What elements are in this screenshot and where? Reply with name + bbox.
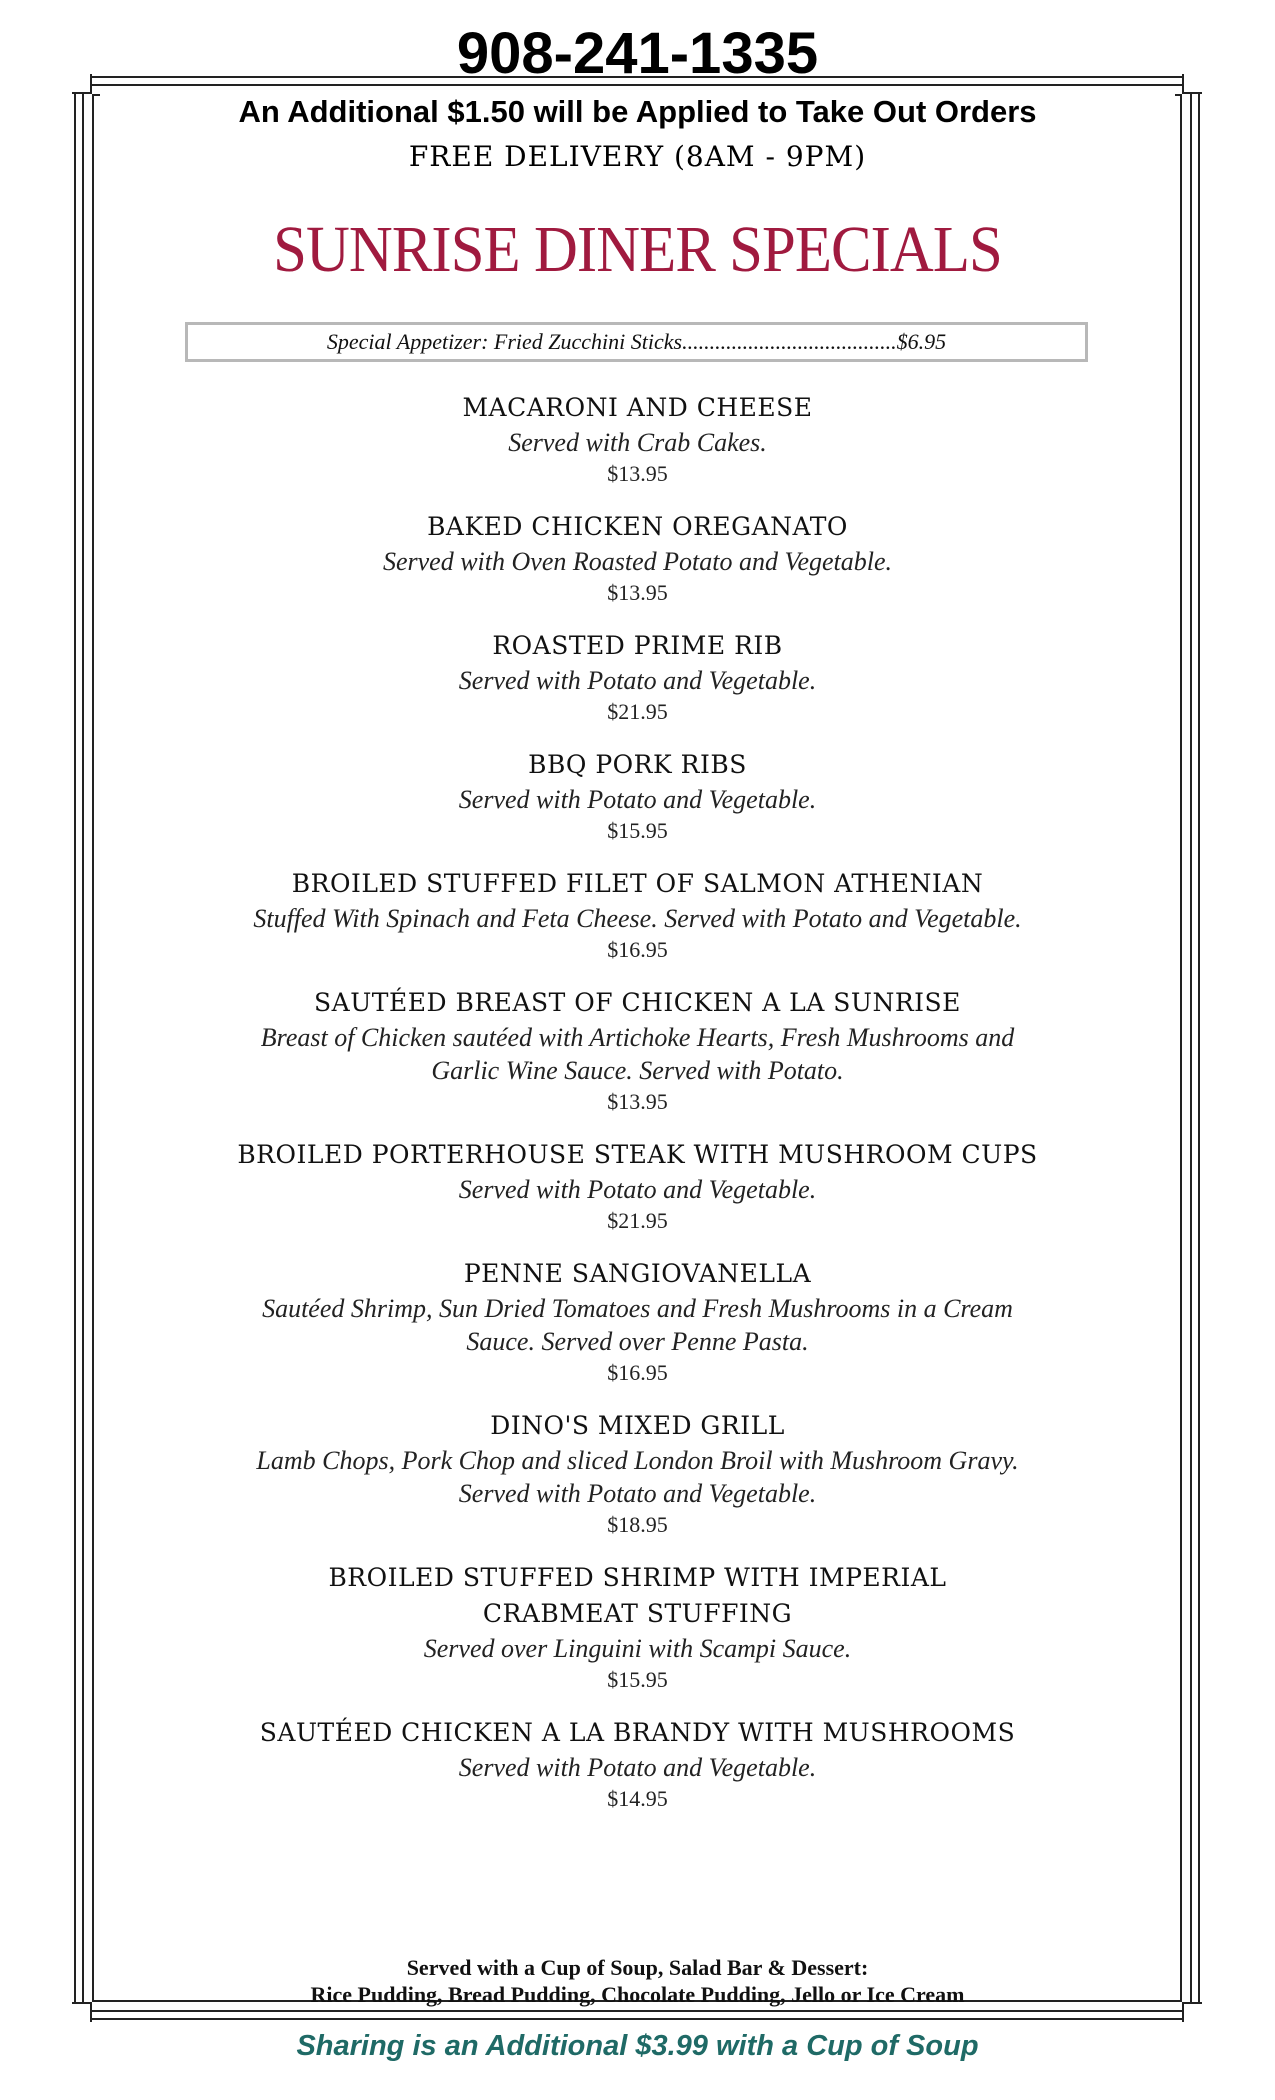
item-description: Served with Potato and Vegetable. bbox=[458, 1175, 817, 1204]
item-name: DINO'S MIXED GRILL bbox=[490, 1411, 785, 1440]
menu-item bbox=[100, 1137, 1175, 1236]
item-name: MACARONI AND CHEESE bbox=[462, 393, 813, 422]
item-description: Breast of Chicken sautéed with Artichoke Hearts, Fresh Mushrooms and Garlic Wine Sauce. Served with Potato. bbox=[260, 1023, 1015, 1085]
included-line-1: Served with a Cup of Soup, Salad Bar & Dessert: bbox=[406, 1955, 869, 1980]
item-name: BBQ PORK RIBS bbox=[528, 750, 747, 779]
takeout-note: An Additional $1.50 will be Applied to Take Out Orders bbox=[100, 92, 1175, 132]
item-description: Lamb Chops, Pork Chop and sliced London Broil with Mushroom Gravy. Served with Potato and Vegetable. bbox=[256, 1446, 1019, 1508]
included-with-meal bbox=[100, 1954, 1175, 2008]
item-price: $21.95 bbox=[607, 1208, 668, 1233]
item-description: Served with Crab Cakes. bbox=[508, 428, 767, 457]
special-appetizer-text: Special Appetizer: Fried Zucchini Sticks.......................................$6.95 bbox=[326, 329, 947, 354]
item-price: $14.95 bbox=[607, 1786, 668, 1811]
menu-item bbox=[100, 1715, 1175, 1814]
item-description: Served with Potato and Vegetable. bbox=[458, 1753, 817, 1782]
item-name: SAUTÉED BREAST OF CHICKEN A LA SUNRISE bbox=[314, 988, 961, 1017]
item-description: Sautéed Shrimp, Sun Dried Tomatoes and Fresh Mushrooms in a Cream Sauce. Served over Penne Pasta. bbox=[262, 1294, 1013, 1356]
frame-corner-bottom-left bbox=[72, 2002, 92, 2022]
item-description: Served with Oven Roasted Potato and Vegetable. bbox=[382, 547, 893, 576]
menu-item bbox=[100, 1256, 1175, 1388]
item-price: $13.95 bbox=[607, 580, 668, 605]
menu-title: SUNRISE DINER SPECIALS bbox=[273, 213, 1002, 286]
item-name: BAKED CHICKEN OREGANATO bbox=[427, 512, 848, 541]
item-price: $13.95 bbox=[607, 1089, 668, 1114]
item-description: Served with Potato and Vegetable. bbox=[458, 785, 817, 814]
item-price: $16.95 bbox=[607, 937, 668, 962]
item-price: $13.95 bbox=[607, 461, 668, 486]
sharing-note: Sharing is an Additional $3.99 with a Cup of Soup bbox=[296, 2030, 979, 2062]
frame-corner-bottom-right bbox=[1182, 2002, 1202, 2022]
item-name: SAUTÉED CHICKEN A LA BRANDY WITH MUSHROOMS bbox=[259, 1718, 1016, 1747]
included-line-2: Rice Pudding, Bread Pudding, Chocolate Pudding, Jello or Ice Cream bbox=[310, 1982, 965, 2007]
menu-item bbox=[100, 390, 1175, 489]
item-name: PENNE SANGIOVANELLA bbox=[463, 1259, 812, 1288]
menu-item bbox=[100, 985, 1175, 1117]
item-description: Stuffed With Spinach and Feta Cheese. Served with Potato and Vegetable. bbox=[253, 904, 1022, 933]
menu-item bbox=[100, 628, 1175, 727]
frame-corner-top-right bbox=[1182, 74, 1202, 94]
item-name: ROASTED PRIME RIB bbox=[492, 631, 783, 660]
special-appetizer-box bbox=[185, 322, 1088, 362]
menu-item bbox=[100, 1560, 1175, 1695]
item-name: BROILED PORTERHOUSE STEAK WITH MUSHROOM CUPS bbox=[237, 1140, 1038, 1169]
menu-item bbox=[100, 1408, 1175, 1540]
delivery-note: FREE DELIVERY (8AM - 9PM) bbox=[408, 140, 867, 173]
specials-list bbox=[100, 390, 1175, 1834]
item-name: BROILED STUFFED FILET OF SALMON ATHENIAN bbox=[291, 869, 984, 898]
frame-corner-top-left bbox=[72, 74, 92, 94]
item-price: $16.95 bbox=[607, 1360, 668, 1385]
item-price: $18.95 bbox=[607, 1512, 668, 1537]
menu-item bbox=[100, 747, 1175, 846]
menu-item bbox=[100, 866, 1175, 965]
menu-item bbox=[100, 509, 1175, 608]
item-price: $15.95 bbox=[607, 1667, 668, 1692]
item-price: $15.95 bbox=[607, 818, 668, 843]
phone-number: 908-241-1335 bbox=[456, 21, 819, 86]
item-price: $21.95 bbox=[607, 699, 668, 724]
item-description: Served with Potato and Vegetable. bbox=[458, 666, 817, 695]
item-description: Served over Linguini with Scampi Sauce. bbox=[423, 1634, 852, 1663]
item-name: BROILED STUFFED SHRIMP WITH IMPERIAL CRABMEAT STUFFING bbox=[328, 1563, 947, 1628]
